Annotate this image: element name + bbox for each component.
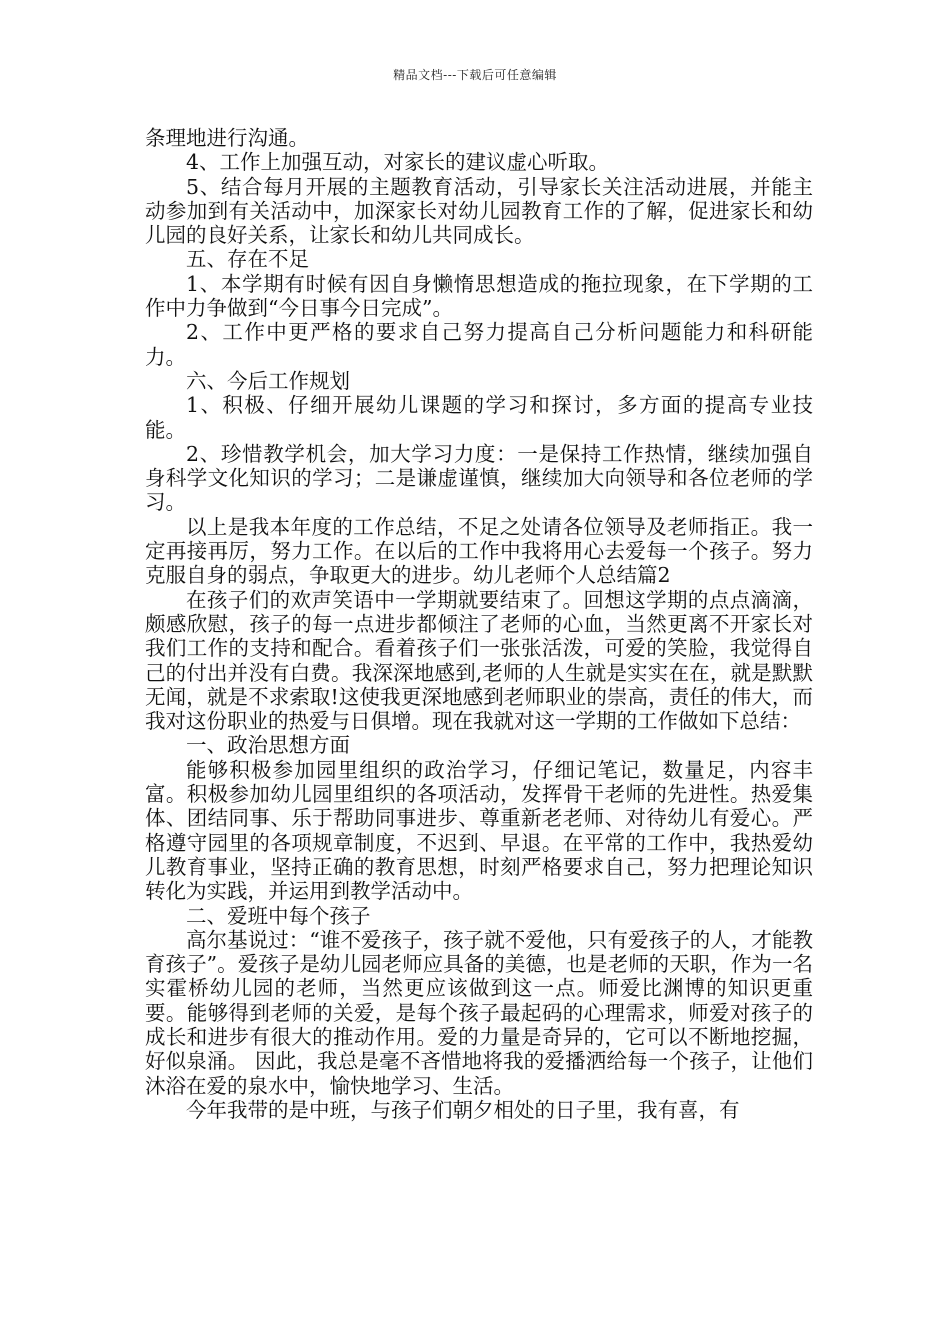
paragraph: 六、今后工作规划 [186, 368, 350, 393]
paragraph: 1、本学期有时候有因自身懒惰思想造成的拖拉现象，在下学期的工作中力争做到“今日事今日完成”。 [145, 271, 813, 321]
paragraph: 在孩子们的欢声笑语中一学期就要结束了。回想这学期的点点滴滴，颇感欣慰，孩子的每一点进步都倾注了老师的心血，当然更离不开家长对我们工作的支持和配合。看着孩子们一张张活泼，可爱的笑脸，我觉得自己的付出并没有白费。我深深地感到,老师的人生就是实实在在，就是默默无闻，就是不求索取!这使我更深地感到老师职业的崇高，责任的伟大，而我对这份职业的热爱与日俱增。现在我就对这一学期的工作做如下总结： [145, 587, 813, 734]
paragraph: 5、结合每月开展的主题教育活动，引导家长关注活动进展，并能主动参加到有关活动中，加深家长对幼儿园教育工作的了解，促进家长和幼儿园的良好关系，让家长和幼儿共同成长。 [145, 174, 813, 248]
paragraph: 2、珍惜教学机会，加大学习力度：一是保持工作热情，继续加强自身科学文化知识的学习；二是谦虚谨慎，继续加大向领导和各位老师的学习。 [145, 441, 813, 515]
paragraph: 一、政治思想方面 [186, 733, 350, 758]
paragraph: 今年我带的是中班，与孩子们朝夕相处的日子里，我有喜，有 [186, 1097, 740, 1122]
paragraph: 能够积极参加园里组织的政治学习，仔细记笔记，数量足，内容丰富。积极参加幼儿园里组织的各项活动，发挥骨干老师的先进性。热爱集体、团结同事、乐于帮助同事进步、尊重新老老师、对待幼儿有爱心。严格遵守园里的各项规章制度，不迟到、早退。在平常的工作中，我热爱幼儿教育事业，坚持正确的教育思想，时刻严格要求自己，努力把理论知识转化为实践，并运用到教学活动中。 [145, 757, 813, 904]
paragraph: 高尔基说过：“谁不爱孩子，孩子就不爱他，只有爱孩子的人，才能教育孩子”。爱孩子是幼儿园老师应具备的美德，也是老师的天职，作为一名实霍桥幼儿园的老师，当然更应该做到这一点。师爱比渊博的知识更重要。能够得到老师的关爱，是每个孩子最起码的心理需求，师爱对孩子的成长和进步有很大的推动作用。爱的力量是奇异的，它可以不断地挖掘，好似泉涌。 因此，我总是毫不吝惜地将我的爱播洒给每一个孩子，让他们沐浴在爱的泉水中，愉快地学习、生活。 [145, 927, 813, 1098]
paragraph: 4、工作上加强互动，对家长的建议虚心听取。 [186, 150, 610, 175]
paragraph: 条理地进行沟通。 [145, 126, 309, 150]
page-header: 精品文档---下载后可任意编辑 [393, 68, 557, 82]
paragraph: 1、积极、仔细开展幼儿课题的学习和探讨，多方面的提高专业技能。 [145, 393, 813, 442]
document-body [145, 126, 813, 1122]
paragraph: 2、工作中更严格的要求自己努力提高自己分析问题能力和科研能力。 [145, 320, 813, 369]
paragraph: 二、爱班中每个孩子 [186, 903, 371, 928]
paragraph: 五、存在不足 [186, 247, 309, 272]
paragraph: 以上是我本年度的工作总结，不足之处请各位领导及老师指正。我一定再接再厉，努力工作。在以后的工作中我将用心去爱每一个孩子。努力克服自身的弱点，争取更大的进步。幼儿老师个人总结篇2 [145, 514, 813, 588]
